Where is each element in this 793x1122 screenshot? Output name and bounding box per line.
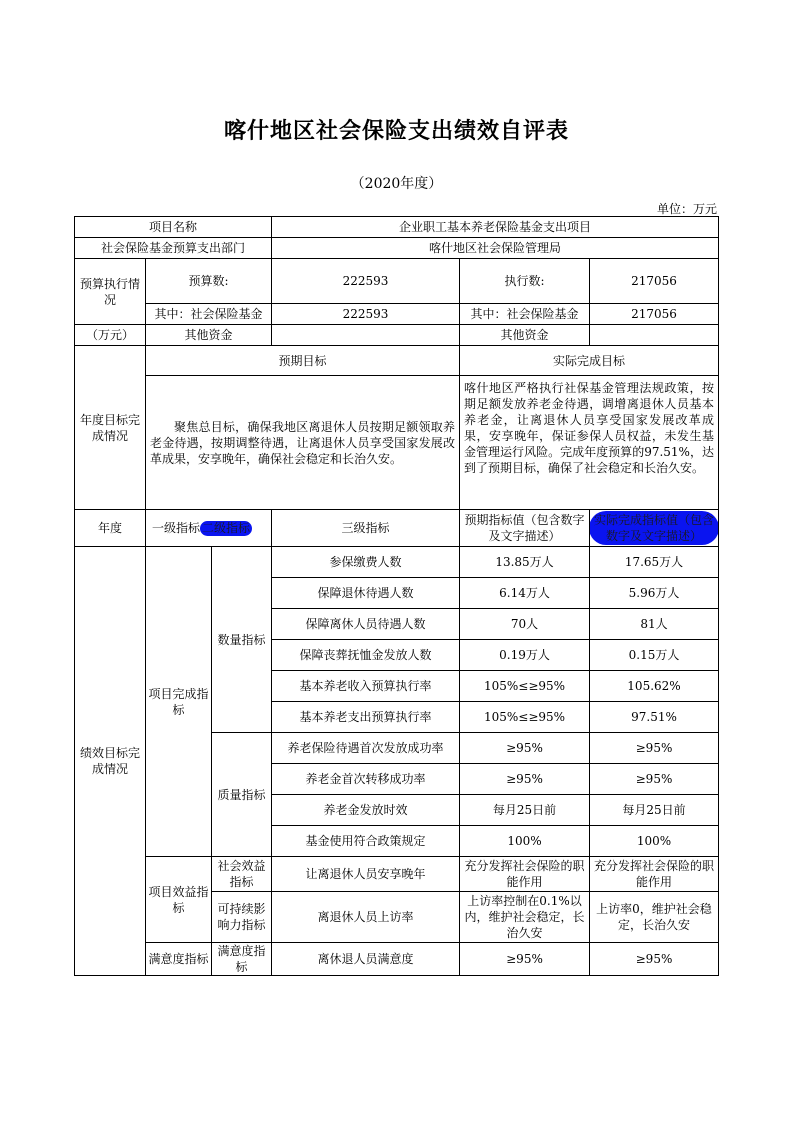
indicator-name: 养老金发放时效: [272, 795, 460, 826]
evaluation-table: [74, 216, 719, 976]
indicator-name: 基金使用符合政策规定: [272, 826, 460, 857]
indicator-expected: ≥95%: [460, 764, 590, 795]
indicator-expected: 充分发挥社会保险的职能作用: [460, 857, 590, 892]
indicator-expected: 100%: [460, 826, 590, 857]
indicator-expected: ≥95%: [460, 733, 590, 764]
header-level3: 三级指标: [272, 510, 460, 547]
fund-exec-value: 217056: [590, 304, 719, 325]
budget-num-label: 预算数:: [146, 259, 272, 304]
indicator-expected: ≥95%: [460, 943, 590, 976]
l1-completion: 项目完成指标: [146, 547, 212, 857]
header-level2: 二级指标: [202, 521, 251, 535]
other-funds-budget: [272, 325, 460, 346]
indicator-expected: 13.85万人: [460, 547, 590, 578]
project-name-value: 企业职工基本养老保险基金支出项目: [272, 217, 719, 238]
indicator-name: 让离退休人员安享晚年: [272, 857, 460, 892]
indicator-actual: 上访率0，维护社会稳定，长治久安: [590, 892, 719, 943]
indicator-expected: 105%≤≥95%: [460, 702, 590, 733]
indicator-name: 保障离休人员待遇人数: [272, 609, 460, 640]
header-expected-value: 预期指标值（包含数字及文字描述）: [460, 510, 590, 547]
actual-goal-header: 实际完成目标: [460, 346, 719, 376]
indicator-name: 基本养老收入预算执行率: [272, 671, 460, 702]
project-name-label: 项目名称: [75, 217, 272, 238]
indicator-expected: 70人: [460, 609, 590, 640]
indicator-actual: ≥95%: [590, 764, 719, 795]
header-level1-level2: [146, 510, 272, 547]
indicator-actual: ≥95%: [590, 943, 719, 976]
document-title: 喀什地区社会保险支出绩效自评表: [223, 119, 569, 144]
indicator-name: 保障丧葬抚恤金发放人数: [272, 640, 460, 671]
document-year: （2020年度）: [350, 176, 443, 192]
header-year: 年度: [75, 510, 146, 547]
other-funds-label-2: 其他资金: [460, 325, 590, 346]
budget-exec-label: 预算执行情况: [75, 259, 146, 325]
expected-goal-header: 预期目标: [146, 346, 460, 376]
fund-budget-value: 222593: [272, 304, 460, 325]
l1-benefit: 项目效益指标: [146, 857, 212, 943]
fund-budget-label: 其中：社会保险基金: [146, 304, 272, 325]
header-level1: 一级指标: [152, 521, 201, 535]
indicator-name: 保障退休待遇人数: [272, 578, 460, 609]
wan-yuan-label: （万元）: [75, 325, 146, 346]
exec-num-value: 217056: [590, 259, 719, 304]
dept-label: 社会保险基金预算支出部门: [75, 238, 272, 259]
expected-goal-text: 聚焦总目标，确保我地区离退休人员按期足额领取养老金待遇，按期调整待遇，让离退休人员享受国家发展改革成果，安享晚年，确保社会稳定和长治久安。: [146, 376, 460, 510]
indicator-name: 参保缴费人数: [272, 547, 460, 578]
l2-satisfaction: 满意度指标: [212, 943, 272, 976]
indicator-expected: 每月25日前: [460, 795, 590, 826]
budget-num-value: 222593: [272, 259, 460, 304]
other-funds-exec: [590, 325, 719, 346]
header-actual-value: 实际完成指标值（包含数字及文字描述）: [590, 510, 719, 547]
indicator-actual: 17.65万人: [590, 547, 719, 578]
indicator-actual: 5.96万人: [590, 578, 719, 609]
exec-num-label: 执行数:: [460, 259, 590, 304]
actual-goal-text: 喀什地区严格执行社保基金管理法规政策，按期足额发放养老金待遇，调增离退休人员基本养老金，让离退休人员享受国家发展改革成果，安享晚年，保证参保人员权益，未发生基金管理运行风险。完成年度预算的97.51%，达到了预期目标，确保了社会稳定和长治久安。: [460, 376, 719, 510]
indicator-actual: ≥95%: [590, 733, 719, 764]
indicator-actual: 100%: [590, 826, 719, 857]
indicator-name: 基本养老支出预算执行率: [272, 702, 460, 733]
l2-sustain: 可持续影响力指标: [212, 892, 272, 943]
dept-value: 喀什地区社会保险管理局: [272, 238, 719, 259]
indicator-actual: 每月25日前: [590, 795, 719, 826]
indicator-expected: 上访率控制在0.1%以内，维护社会稳定，长治久安: [460, 892, 590, 943]
l2-quantity: 数量指标: [212, 547, 272, 733]
indicator-expected: 6.14万人: [460, 578, 590, 609]
perf-goal-label: 绩效目标完成情况: [75, 547, 146, 976]
l2-quality: 质量指标: [212, 733, 272, 857]
unit-label: 单位：万元: [656, 202, 717, 216]
l1-satisfaction: 满意度指标: [146, 943, 212, 976]
indicator-expected: 105%≤≥95%: [460, 671, 590, 702]
indicator-name: 养老保险待遇首次发放成功率: [272, 733, 460, 764]
other-funds-label: 其他资金: [146, 325, 272, 346]
fund-exec-label: 其中：社会保险基金: [460, 304, 590, 325]
annual-goal-label: 年度目标完成情况: [75, 346, 146, 510]
indicator-actual: 充分发挥社会保险的职能作用: [590, 857, 719, 892]
indicator-name: 离退休人员上访率: [272, 892, 460, 943]
indicator-actual: 81人: [590, 609, 719, 640]
indicator-expected: 0.19万人: [460, 640, 590, 671]
l2-social: 社会效益指标: [212, 857, 272, 892]
indicator-actual: 105.62%: [590, 671, 719, 702]
indicator-name: 离休退人员满意度: [272, 943, 460, 976]
indicator-name: 养老金首次转移成功率: [272, 764, 460, 795]
indicator-actual: 97.51%: [590, 702, 719, 733]
indicator-actual: 0.15万人: [590, 640, 719, 671]
